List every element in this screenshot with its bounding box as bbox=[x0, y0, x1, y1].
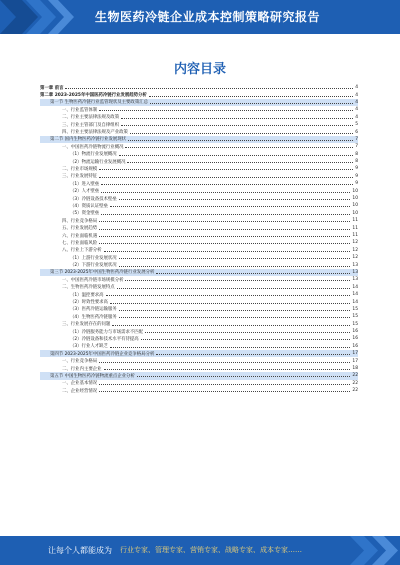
toc-entry-text: （4）生物医药冷链服务 bbox=[70, 314, 117, 320]
toc-entry[interactable] bbox=[40, 335, 358, 342]
toc-entry-text: 第二节 国内生物医药冷链行业发展现状 bbox=[50, 137, 127, 143]
toc-entry-text: （4）资质认证壁垒 bbox=[70, 203, 108, 209]
toc-page-number: 22 bbox=[352, 373, 358, 379]
toc-page-number: 7 bbox=[355, 136, 358, 142]
toc-entry[interactable] bbox=[40, 99, 358, 106]
toc-entry-text: 第五节 中国生物医药冷链物流重点企业分析 bbox=[50, 373, 135, 379]
toc-leader-dots bbox=[121, 118, 353, 119]
toc-leader-dots bbox=[65, 88, 353, 89]
toc-entry[interactable] bbox=[40, 202, 358, 209]
toc-entry[interactable] bbox=[40, 350, 358, 357]
toc-entry[interactable] bbox=[40, 173, 358, 180]
toc-page-number: 17 bbox=[352, 351, 358, 357]
toc-entry-text: 八、行业上下游分析 bbox=[62, 248, 102, 254]
toc-leader-dots bbox=[99, 236, 350, 237]
toc-entry[interactable] bbox=[40, 269, 358, 276]
toc-leader-dots bbox=[101, 192, 350, 193]
toc-leader-dots bbox=[156, 273, 350, 274]
toc-entry-text: （1）进入壁垒 bbox=[70, 181, 100, 187]
toc-entry-text: （1）冷链服务能力与市场需求不匹配 bbox=[70, 329, 144, 335]
toc-entry-text: （3）医药冷链运输服务 bbox=[70, 307, 117, 313]
toc-page-number: 11 bbox=[352, 218, 358, 224]
toc-entry[interactable] bbox=[40, 387, 358, 394]
toc-entry[interactable] bbox=[40, 306, 358, 313]
toc-page-number: 4 bbox=[355, 114, 358, 120]
toc-entry-text: （5）资金壁垒 bbox=[70, 211, 100, 217]
toc-page-number: 15 bbox=[352, 306, 358, 312]
toc-entry-text: （2）物流运输行业发展概况 bbox=[70, 159, 126, 165]
toc-leader-dots bbox=[119, 317, 351, 318]
toc-page-number: 7 bbox=[355, 144, 358, 150]
toc-page-number: 17 bbox=[352, 358, 358, 364]
toc-entry[interactable] bbox=[40, 298, 358, 305]
toc-page-number: 4 bbox=[355, 85, 358, 91]
toc-leader-dots bbox=[110, 303, 350, 304]
toc-page-number: 10 bbox=[352, 188, 358, 194]
toc-leader-dots bbox=[127, 162, 353, 163]
toc-page-number: 13 bbox=[352, 269, 358, 275]
toc-page-number: 15 bbox=[352, 314, 358, 320]
footer-slogan: 让每个人都能成为 bbox=[48, 546, 112, 555]
toc-page-number: 9 bbox=[355, 181, 358, 187]
toc-page-number: 9 bbox=[355, 166, 358, 172]
footer-bar bbox=[0, 536, 400, 565]
toc-leader-dots bbox=[137, 376, 351, 377]
toc-leader-dots bbox=[99, 391, 350, 392]
toc-entry[interactable] bbox=[40, 210, 358, 217]
footer-tagline: 行业专家、管理专家、营销专家、战略专家、成本专家…… bbox=[120, 546, 302, 554]
toc-page-number: 10 bbox=[352, 196, 358, 202]
toc-page-number: 5 bbox=[355, 122, 358, 128]
toc-entry[interactable] bbox=[40, 180, 358, 187]
toc-leader-dots bbox=[117, 288, 351, 289]
toc-page-number: 8 bbox=[355, 151, 358, 157]
toc-entry-text: 一、中国医药冷链物流行业概况 bbox=[62, 144, 124, 150]
toc-leader-dots bbox=[104, 369, 351, 370]
toc-entry-text: （3）冷链设备技术壁垒 bbox=[70, 196, 117, 202]
toc-entry[interactable] bbox=[40, 187, 358, 194]
toc-leader-dots bbox=[104, 251, 351, 252]
toc-page-number: 12 bbox=[352, 247, 358, 253]
toc-leader-dots bbox=[99, 177, 353, 178]
toc-page-number: 10 bbox=[352, 210, 358, 216]
toc-leader-dots bbox=[99, 384, 350, 385]
toc-entry-text: 三、行业发展特征 bbox=[62, 174, 98, 180]
toc-entry-text: 第一章 前言 bbox=[40, 85, 64, 91]
toc-entry-text: 四、行业竞争格局 bbox=[62, 218, 98, 224]
toc-entry-text: （1）物流行业发展概况 bbox=[70, 152, 117, 158]
toc-page-number: 12 bbox=[352, 255, 358, 261]
toc-leader-dots bbox=[121, 125, 353, 126]
toc-entry-text: 一、中国医药冷链市场规模分析 bbox=[62, 277, 124, 283]
toc-entry[interactable] bbox=[40, 217, 358, 224]
chevron-decoration-icon bbox=[340, 536, 400, 565]
toc-entry-text: 六、行业面临机遇 bbox=[62, 233, 98, 239]
toc-leader-dots bbox=[119, 258, 351, 259]
toc-leader-dots bbox=[110, 206, 350, 207]
toc-leader-dots bbox=[130, 133, 353, 134]
toc-page-number: 15 bbox=[352, 321, 358, 327]
toc-entry-text: 第三节 2023-2025年中国生物医药冷链行业发展分析 bbox=[50, 270, 155, 276]
toc-entry[interactable] bbox=[40, 313, 358, 320]
toc-entry-text: 二、行业内主要企业 bbox=[62, 366, 102, 372]
toc-entry-text: （3）行业人才缺乏 bbox=[70, 344, 108, 350]
toc-entry-text: 一、行业竞争格局 bbox=[62, 359, 98, 365]
toc-leader-dots bbox=[125, 147, 353, 148]
report-title: 生物医药冷链企业成本控制策略研究报告 bbox=[95, 10, 321, 24]
toc-entry-text: 第二章 2023-2025年中国医药冷链行业发展趋势分析 bbox=[40, 93, 147, 99]
toc-entry-text: 二、行业市场规模 bbox=[62, 166, 98, 172]
toc-leader-dots bbox=[119, 199, 351, 200]
toc-entry-text: 五、行业发展趋势 bbox=[62, 226, 98, 232]
toc-page-number: 14 bbox=[352, 299, 358, 305]
toc-entry[interactable] bbox=[40, 143, 358, 150]
toc-leader-dots bbox=[110, 347, 350, 348]
toc-entry[interactable] bbox=[40, 365, 358, 372]
toc-entry-text: 三、行业主管部门及自律组织 bbox=[62, 122, 120, 128]
chevron-decoration-icon bbox=[0, 0, 90, 34]
toc-leader-dots bbox=[156, 354, 350, 355]
toc-leader-dots bbox=[125, 280, 350, 281]
toc-leader-dots bbox=[101, 184, 353, 185]
toc-entry[interactable] bbox=[40, 165, 358, 172]
toc-page-number: 9 bbox=[355, 173, 358, 179]
toc-entry-text: 七、行业面临风险 bbox=[62, 240, 98, 246]
toc-leader-dots bbox=[119, 310, 351, 311]
toc-title: 内容目录 bbox=[173, 62, 226, 77]
toc-entry[interactable] bbox=[40, 195, 358, 202]
toc-entry[interactable] bbox=[40, 343, 358, 350]
toc-leader-dots bbox=[119, 266, 351, 267]
toc-entry[interactable] bbox=[40, 232, 358, 239]
toc-entry-text: （2）下游行业发展状况 bbox=[70, 263, 117, 269]
toc-entry-text: （1）温控要求高 bbox=[70, 292, 104, 298]
toc-entry-text: 一、企业基本情况 bbox=[62, 381, 98, 387]
toc-page-number: 11 bbox=[352, 233, 358, 238]
table-of-contents bbox=[40, 84, 358, 394]
toc-entry[interactable] bbox=[40, 91, 358, 98]
toc-entry[interactable] bbox=[40, 224, 358, 231]
toc-leader-dots bbox=[149, 96, 353, 97]
toc-entry[interactable] bbox=[40, 284, 358, 291]
toc-page-number: 10 bbox=[352, 203, 358, 209]
toc-page-number: 22 bbox=[352, 388, 358, 394]
toc-page-number: 16 bbox=[352, 336, 358, 342]
toc-entry-text: （2）人才壁垒 bbox=[70, 189, 100, 195]
toc-entry-text: 二、生物医药冷链发展特点 bbox=[62, 285, 115, 291]
toc-entry[interactable] bbox=[40, 114, 358, 121]
toc-entry-text: 二、行业主要法律法规及政策 bbox=[62, 115, 120, 121]
toc-entry[interactable] bbox=[40, 128, 358, 135]
toc-page-number: 14 bbox=[352, 292, 358, 298]
toc-leader-dots bbox=[99, 243, 350, 244]
toc-entry[interactable] bbox=[40, 254, 358, 261]
toc-entry-text: 三、行业发展存在的问题 bbox=[62, 322, 111, 328]
toc-page-number: 13 bbox=[352, 262, 358, 268]
toc-entry[interactable] bbox=[40, 291, 358, 298]
toc-entry-text: （2）冷链设备和技术水平有待提高 bbox=[70, 336, 139, 342]
toc-entry-text: 第四节 2023-2025年中国医药冷链企业竞争格局分析 bbox=[50, 351, 155, 357]
toc-page-number: 6 bbox=[355, 129, 358, 135]
toc-page-number: 12 bbox=[352, 240, 358, 246]
toc-entry[interactable] bbox=[40, 357, 358, 364]
toc-leader-dots bbox=[99, 169, 353, 170]
toc-page-number: 11 bbox=[352, 225, 358, 231]
toc-entry[interactable] bbox=[40, 84, 358, 91]
toc-entry-text: 一、行业监管体制 bbox=[62, 107, 98, 113]
toc-entry[interactable] bbox=[40, 121, 358, 128]
toc-entry[interactable] bbox=[40, 328, 358, 335]
toc-page-number: 18 bbox=[352, 366, 358, 372]
toc-entry[interactable] bbox=[40, 261, 358, 268]
toc-entry[interactable] bbox=[40, 136, 358, 143]
toc-page-number: 8 bbox=[355, 159, 358, 165]
toc-entry[interactable] bbox=[40, 106, 358, 113]
toc-page-number: 16 bbox=[352, 343, 358, 349]
toc-leader-dots bbox=[150, 103, 353, 104]
toc-entry[interactable] bbox=[40, 239, 358, 246]
toc-entry[interactable] bbox=[40, 380, 358, 387]
toc-entry[interactable] bbox=[40, 158, 358, 165]
toc-page-number: 22 bbox=[352, 380, 358, 386]
toc-leader-dots bbox=[145, 332, 350, 333]
toc-entry-text: （1）上游行业发展状况 bbox=[70, 255, 117, 261]
toc-leader-dots bbox=[112, 325, 350, 326]
toc-entry[interactable] bbox=[40, 247, 358, 254]
toc-entry[interactable] bbox=[40, 151, 358, 158]
toc-leader-dots bbox=[99, 229, 350, 230]
toc-leader-dots bbox=[99, 110, 353, 111]
toc-leader-dots bbox=[99, 362, 350, 363]
toc-page-number: 4 bbox=[355, 99, 358, 105]
toc-entry-text: 第一节 生物医药冷链行业监管现状及主要政策汇总 bbox=[50, 100, 148, 106]
toc-page-number: 14 bbox=[352, 284, 358, 290]
toc-page-number: 4 bbox=[355, 92, 358, 98]
toc-page-number: 4 bbox=[355, 107, 358, 113]
toc-entry[interactable] bbox=[40, 372, 358, 379]
toc-entry-text: 四、行业主要法律法规及产业政策 bbox=[62, 130, 128, 136]
toc-leader-dots bbox=[106, 295, 351, 296]
toc-leader-dots bbox=[141, 339, 351, 340]
toc-entry[interactable] bbox=[40, 276, 358, 283]
toc-leader-dots bbox=[128, 140, 353, 141]
header-bar bbox=[0, 0, 400, 34]
toc-leader-dots bbox=[119, 155, 354, 156]
toc-leader-dots bbox=[99, 221, 350, 222]
toc-page-number: 16 bbox=[352, 329, 358, 335]
toc-entry[interactable] bbox=[40, 321, 358, 328]
toc-entry-text: 二、企业经营情况 bbox=[62, 388, 98, 394]
toc-entry-text: （2）时效性要求高 bbox=[70, 300, 108, 306]
toc-page-number: 13 bbox=[352, 277, 358, 283]
toc-leader-dots bbox=[101, 214, 350, 215]
